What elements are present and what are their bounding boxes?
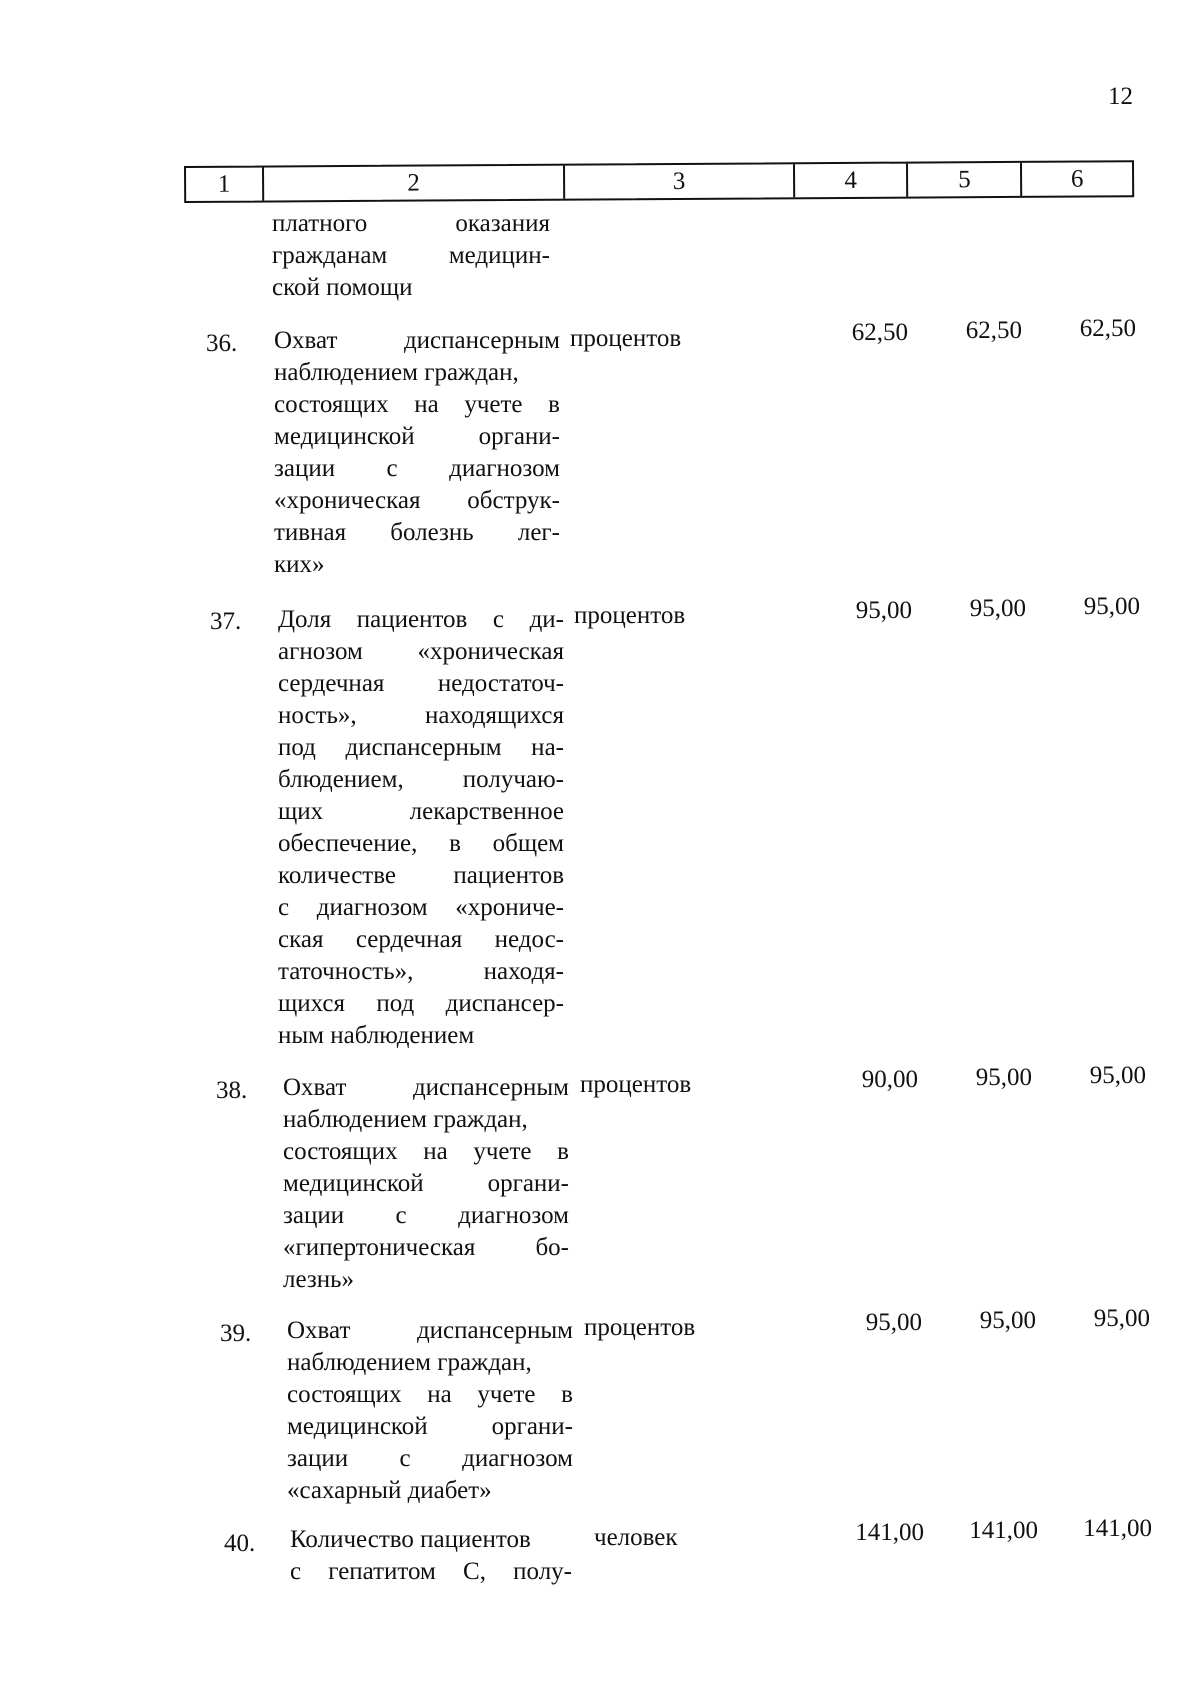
row-unit: процентов bbox=[580, 1071, 692, 1098]
row-description bbox=[274, 325, 560, 581]
row-value-col6: 95,00 bbox=[1083, 593, 1140, 620]
text-line: сердечная недостаточ- bbox=[278, 670, 564, 697]
row-number: 36. bbox=[206, 330, 238, 357]
row-unit: человек bbox=[594, 1524, 678, 1551]
text-line: Охват диспансерным bbox=[287, 1317, 573, 1344]
header-col-3: 3 bbox=[565, 164, 795, 198]
text-line: щих лекарственное bbox=[278, 798, 564, 825]
row-number: 40. bbox=[224, 1530, 256, 1557]
header-col-6: 6 bbox=[1070, 165, 1084, 193]
row-description bbox=[283, 1072, 569, 1296]
text-line: ным наблюдением bbox=[278, 1022, 475, 1049]
text-line: наблюдением граждан, bbox=[287, 1349, 532, 1376]
header-col-4: 4 bbox=[795, 164, 909, 198]
row-value-col4: 95,00 bbox=[865, 1309, 922, 1336]
text-line: с диагнозом «хрониче- bbox=[278, 894, 564, 921]
row-value-col5: 62,50 bbox=[965, 317, 1022, 344]
header-col-5: 5 bbox=[908, 163, 1022, 197]
row-value-col6: 95,00 bbox=[1093, 1305, 1150, 1332]
text-line: зации с диагнозом bbox=[274, 455, 560, 482]
row-value-col6: 95,00 bbox=[1089, 1062, 1146, 1089]
text-line: состоящих на учете в bbox=[274, 391, 560, 418]
text-line: «хроническая обструк- bbox=[274, 487, 560, 514]
row-description bbox=[287, 1315, 573, 1507]
row-value-col4: 90,00 bbox=[861, 1066, 918, 1093]
text-line: агнозом «хроническая bbox=[278, 638, 564, 665]
text-line: Охват диспансерным bbox=[283, 1074, 569, 1101]
text-line: «гипертоническая бо- bbox=[283, 1234, 569, 1261]
text-line: медицинской органи- bbox=[287, 1413, 573, 1440]
text-line: «сахарный диабет» bbox=[287, 1477, 492, 1504]
text-line: ской помощи bbox=[272, 274, 413, 301]
text-line: зации с диагнозом bbox=[287, 1445, 573, 1472]
text-line: ность», находящихся bbox=[278, 702, 564, 729]
text-line: медицинской органи- bbox=[283, 1170, 569, 1197]
row-description bbox=[290, 1524, 572, 1588]
text-line: тивная болезнь лег- bbox=[274, 519, 560, 546]
text-line: ская сердечная недос- bbox=[278, 926, 564, 953]
row-unit: процентов bbox=[584, 1314, 696, 1341]
text-line: щихся под диспансер- bbox=[278, 990, 564, 1017]
text-line: состоящих на учете в bbox=[283, 1138, 569, 1165]
text-line: с гепатитом С, полу- bbox=[290, 1558, 572, 1585]
row-value-col5: 95,00 bbox=[969, 595, 1026, 622]
text-line: наблюдением граждан, bbox=[274, 359, 519, 386]
text-line: ких» bbox=[274, 551, 325, 578]
row-number: 37. bbox=[210, 608, 242, 635]
row-value-col5: 141,00 bbox=[969, 1517, 1038, 1544]
text-line: таточность», находя- bbox=[278, 958, 564, 985]
row-number: 39. bbox=[220, 1320, 252, 1347]
row-unit: процентов bbox=[570, 325, 682, 352]
text-line: платного оказания bbox=[272, 210, 550, 237]
row-value-col5: 95,00 bbox=[979, 1307, 1036, 1334]
row-value-col5: 95,00 bbox=[975, 1064, 1032, 1091]
header-col-2: 2 bbox=[264, 166, 566, 201]
text-line: блюдением, получаю- bbox=[278, 766, 564, 793]
row-value-col6: 141,00 bbox=[1083, 1515, 1152, 1542]
text-line: обеспечение, в общем bbox=[278, 830, 564, 857]
text-line: состоящих на учете в bbox=[287, 1381, 573, 1408]
table-header bbox=[184, 160, 1134, 203]
text-line: зации с диагнозом bbox=[283, 1202, 569, 1229]
continuation-text bbox=[272, 208, 550, 304]
text-line: под диспансерным на- bbox=[278, 734, 564, 761]
text-line: Доля пациентов с ди- bbox=[278, 606, 564, 633]
row-value-col4: 62,50 bbox=[851, 319, 908, 346]
row-unit: процентов bbox=[574, 602, 686, 629]
row-value-col4: 141,00 bbox=[855, 1519, 924, 1546]
row-number: 38. bbox=[216, 1077, 248, 1104]
text-line: Охват диспансерным bbox=[274, 327, 560, 354]
text-line: медицинской органи- bbox=[274, 423, 560, 450]
text-line: наблюдением граждан, bbox=[283, 1106, 528, 1133]
row-description bbox=[278, 604, 564, 1052]
page-number: 12 bbox=[1108, 83, 1133, 110]
row-value-col4: 95,00 bbox=[855, 597, 912, 624]
header-col-1: 1 bbox=[186, 168, 264, 201]
text-line: лезнь» bbox=[283, 1266, 355, 1293]
text-line: Количество пациентов bbox=[290, 1526, 531, 1553]
text-line: количестве пациентов bbox=[278, 862, 564, 889]
row-value-col6: 62,50 bbox=[1079, 315, 1136, 342]
text-line: гражданам медицин- bbox=[272, 242, 550, 269]
